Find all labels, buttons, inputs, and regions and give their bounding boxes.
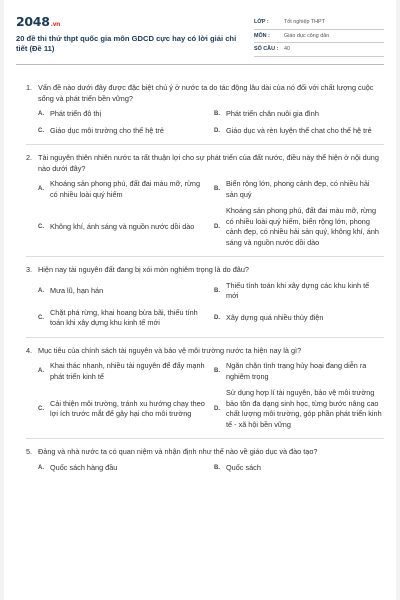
option-a[interactable] [38, 109, 206, 120]
option-text: Sử dụng hợp lí tài nguyên, bảo vệ môi trường bảo tồn đa dạng sinh học, từng bước nâng cao chất lượng môi trường, góp phần phát triển kinh tế - xã hội bền vững [226, 388, 382, 429]
meta-label: MÔN : [254, 32, 270, 39]
option-d[interactable] [214, 388, 382, 430]
question-options [38, 463, 382, 474]
option-a[interactable] [38, 179, 206, 200]
option-letter: C. [38, 127, 44, 134]
document-page [4, 0, 396, 600]
option-a[interactable] [38, 281, 206, 302]
option-text: Mưa lũ, hạn hán [50, 285, 104, 295]
header-divider [16, 64, 384, 65]
question-divider [26, 438, 384, 439]
option-text: Thiếu tính toán khi xây dựng các khu kinh tế mới [226, 280, 370, 300]
option-b[interactable] [214, 179, 382, 200]
question-divider [26, 337, 384, 338]
option-letter: A. [38, 368, 44, 375]
option-letter: A. [38, 287, 44, 294]
question-options [38, 361, 382, 430]
option-text: Không khí, ánh sáng và nguồn nước dồi dào [50, 221, 195, 231]
option-letter: A. [38, 464, 44, 471]
option-letter: D. [214, 405, 220, 412]
meta-value: Giáo dục công dân [284, 32, 330, 39]
question-3 [26, 265, 382, 329]
option-letter: C. [38, 405, 44, 412]
option-letter: C. [38, 223, 44, 230]
question-stem [26, 346, 382, 357]
option-letter: B. [214, 111, 220, 117]
question-text: Tài nguyên thiên nhiên nước ta rất thuận lợi cho sự phát triển của đất nước, điều này thể hiện ở nội dung nào dưới đây? [38, 153, 379, 173]
option-b[interactable] [214, 281, 382, 302]
option-text: Phát triển chăn nuôi gia đình [226, 109, 319, 118]
option-text: Khai thác nhanh, nhiều tài nguyên để đẩy mạnh phát triển kinh tế [50, 361, 205, 381]
option-text: Biển rộng lớn, phong cảnh đẹp, có nhiều hải sản quý [226, 179, 370, 199]
option-text: Quốc sách [226, 462, 261, 472]
option-b[interactable] [214, 109, 382, 120]
meta-row-subject [254, 30, 384, 44]
question-number: 5. [26, 447, 33, 456]
option-c[interactable] [38, 206, 206, 248]
option-text: Giáo dục môi trường cho thế hệ trẻ [50, 125, 164, 135]
option-letter: C. [38, 314, 44, 321]
question-divider [26, 144, 384, 145]
option-c[interactable] [38, 308, 206, 329]
option-letter: B. [214, 186, 220, 193]
question-text: Đảng và nhà nước ta có quan niệm và nhận định như thế nào về giáo dục và đào tạo? [38, 447, 318, 456]
question-stem [26, 265, 382, 276]
question-stem [26, 447, 382, 458]
option-letter: A. [38, 111, 44, 117]
meta-label: LỚP : [254, 19, 269, 25]
question-4 [26, 346, 382, 431]
question-stem [26, 153, 382, 174]
meta-row-count [254, 43, 384, 57]
document-header [16, 0, 384, 56]
logo-suffix: .vn [50, 21, 61, 28]
option-a[interactable] [38, 463, 206, 474]
document-title: 20 đề thi thử thpt quốc gia môn GDCD cực hay có lời giải chi tiết (Đề 11) [16, 34, 237, 53]
option-letter: A. [38, 186, 44, 193]
question-number: 4. [26, 345, 33, 355]
option-b[interactable] [214, 463, 382, 474]
question-options [38, 109, 382, 136]
option-c[interactable] [38, 388, 206, 430]
option-text: Giáo dục và rèn luyện thể chat cho thế hệ trẻ [226, 125, 372, 135]
question-5 [26, 447, 382, 473]
question-list [16, 83, 384, 473]
option-c[interactable] [38, 126, 206, 137]
option-text: Cải thiện môi trường, tránh xu hướng chạy theo lợi ích trước mắt để gây hại cho môi trường [50, 398, 205, 418]
meta-value: 40 [284, 46, 290, 52]
option-text: Quốc sách hàng đầu [50, 462, 118, 472]
logo-text: 2048 [16, 14, 50, 29]
question-1 [26, 83, 382, 136]
question-text: Vấn đề nào dưới đây được đặc biệt chú ý ở nước ta do tác động lâu dài của nó đối với chất lượng cuộc sống và phát triển bền vững? [38, 83, 374, 103]
question-text: Hiện nay tài nguyên đất đang bị xói mòn nghiêm trọng là do đâu? [38, 265, 249, 274]
option-d[interactable] [214, 308, 382, 329]
question-options [38, 281, 382, 329]
option-letter: B. [214, 464, 220, 471]
question-number: 1. [26, 83, 33, 92]
option-text: Khoáng sản phong phú, đất đai màu mỡ, rừng có nhiều loài quý hiếm, biển rộng lớn, phong cảnh đẹp, có nhiều hải sản quý, không khí, ánh sáng và nguồn nước dồi dào [226, 206, 379, 247]
question-options [38, 179, 382, 248]
option-a[interactable] [38, 361, 206, 382]
option-letter: D. [214, 223, 220, 230]
option-letter: B. [214, 368, 220, 375]
question-divider [26, 256, 384, 257]
question-number: 3. [26, 265, 33, 274]
question-number: 2. [26, 153, 33, 162]
site-logo[interactable] [16, 14, 241, 29]
option-b[interactable] [214, 361, 382, 382]
option-text: Phát triển đô thị [50, 109, 102, 118]
option-text: Ngăn chặn tình trạng hủy hoại đang diễn ra nghiêm trọng [226, 361, 367, 381]
question-2 [26, 153, 382, 248]
option-text: Xây dựng quá nhiều thủy điện [226, 312, 324, 322]
option-letter: D. [214, 314, 220, 321]
option-text: Chặt phá rừng, khai hoang bừa bãi, thiếu tính toán khi xây dựng khu kinh tế mới [50, 307, 198, 327]
option-letter: B. [214, 287, 220, 294]
option-d[interactable] [214, 206, 382, 248]
header-left [16, 14, 241, 56]
meta-row-grade [254, 16, 384, 30]
meta-label: SỐ CÂU : [254, 46, 279, 52]
meta-value: Tốt nghiệp THPT [284, 19, 325, 25]
option-text: Khoáng sản phong phú, đất đai màu mỡ, rừng có nhiều loài quý hiếm [50, 179, 201, 199]
document-meta [254, 16, 384, 56]
question-text: Mục tiêu của chính sách tài nguyên và bảo vệ môi trường nước ta hiện nay là gì? [38, 345, 302, 355]
question-stem [26, 83, 382, 104]
option-d[interactable] [214, 126, 382, 137]
option-letter: D. [214, 127, 220, 134]
